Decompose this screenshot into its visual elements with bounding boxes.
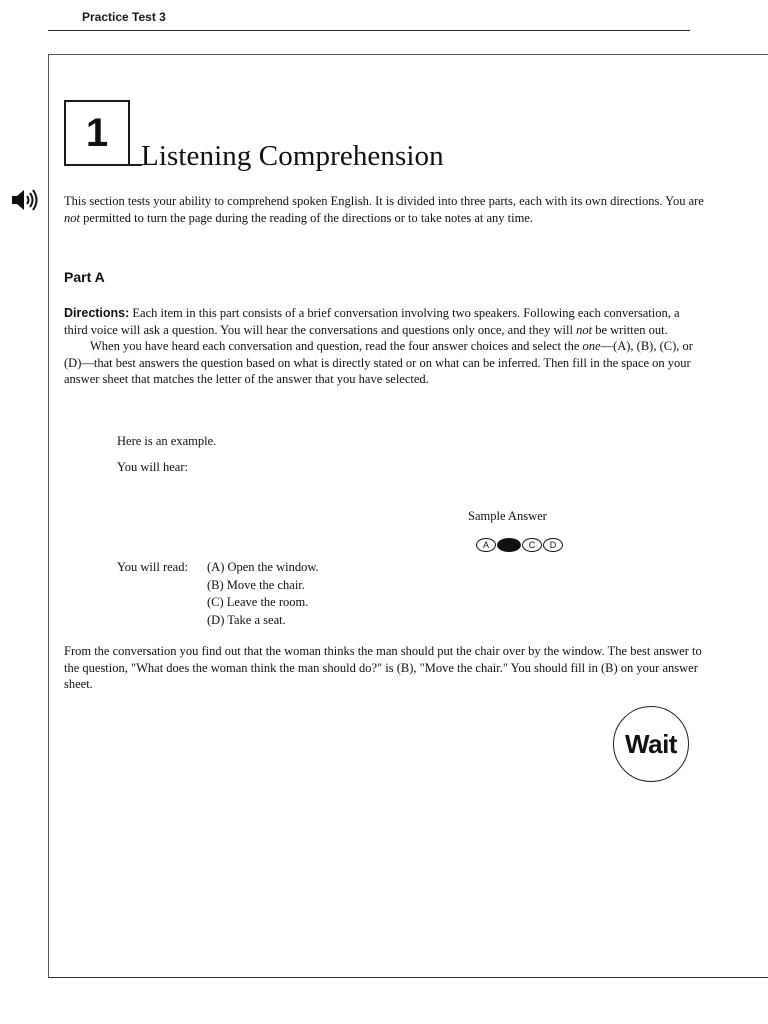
directions-label: Directions: — [64, 306, 130, 320]
you-will-read: You will read: — [117, 560, 188, 574]
answer-bubble-a: A — [476, 538, 496, 552]
choice-c: (C) Leave the room. — [207, 595, 309, 609]
example-explanation: From the conversation you find out that the woman thinks the man should put the chair over by the window. The best answer to the question, "What does the woman think the man should do?" is (B), "Move the chair." You should fill in (B) on your answer sheet. — [64, 644, 702, 691]
header-rule — [48, 30, 690, 31]
answer-choices — [207, 559, 319, 629]
answer-bubble-c: C — [522, 538, 542, 552]
example-intro: Here is an example. — [117, 434, 217, 448]
answer-bubble-b-filled — [497, 538, 521, 552]
choice-d: (D) Take a seat. — [207, 612, 286, 627]
sample-answer-label: Sample Answer — [468, 509, 547, 523]
running-header: Practice Test 3 — [82, 10, 166, 24]
section-number-box: 1 — [64, 100, 130, 166]
sample-answer-bubbles — [476, 538, 563, 552]
wait-badge: Wait — [613, 706, 689, 782]
speaker-icon — [10, 188, 40, 212]
section-title: Listening Comprehension — [141, 140, 444, 172]
directions — [64, 305, 704, 388]
choice-b: (B) Move the chair. — [207, 577, 305, 592]
directions-paragraph-1: Directions: Each item in this part consists of a brief conversation involving two speakers. Following each conversation, a third voice will ask a question. You will hear the conversations and questions only once, and they will not be written out. — [64, 306, 680, 337]
part-heading: Part A — [64, 269, 105, 285]
directions-paragraph-2: When you have heard each conversation and question, read the four answer choices and select the one—(A), (B), (C), or (D)—that best answers the question based on what is directly stated or on what can be inferred. Then fill in the space on your answer sheet that matches the letter of the answer that you have selected. — [64, 339, 693, 386]
answer-bubble-d: D — [543, 538, 563, 552]
choice-a: (A) Open the window. — [207, 560, 319, 574]
section-intro: This section tests your ability to comprehend spoken English. It is divided into three parts, each with its own directions. You are not permitted to turn the page during the reading of the directions or to take notes at any time. — [64, 194, 704, 225]
you-will-hear: You will hear: — [117, 460, 188, 474]
